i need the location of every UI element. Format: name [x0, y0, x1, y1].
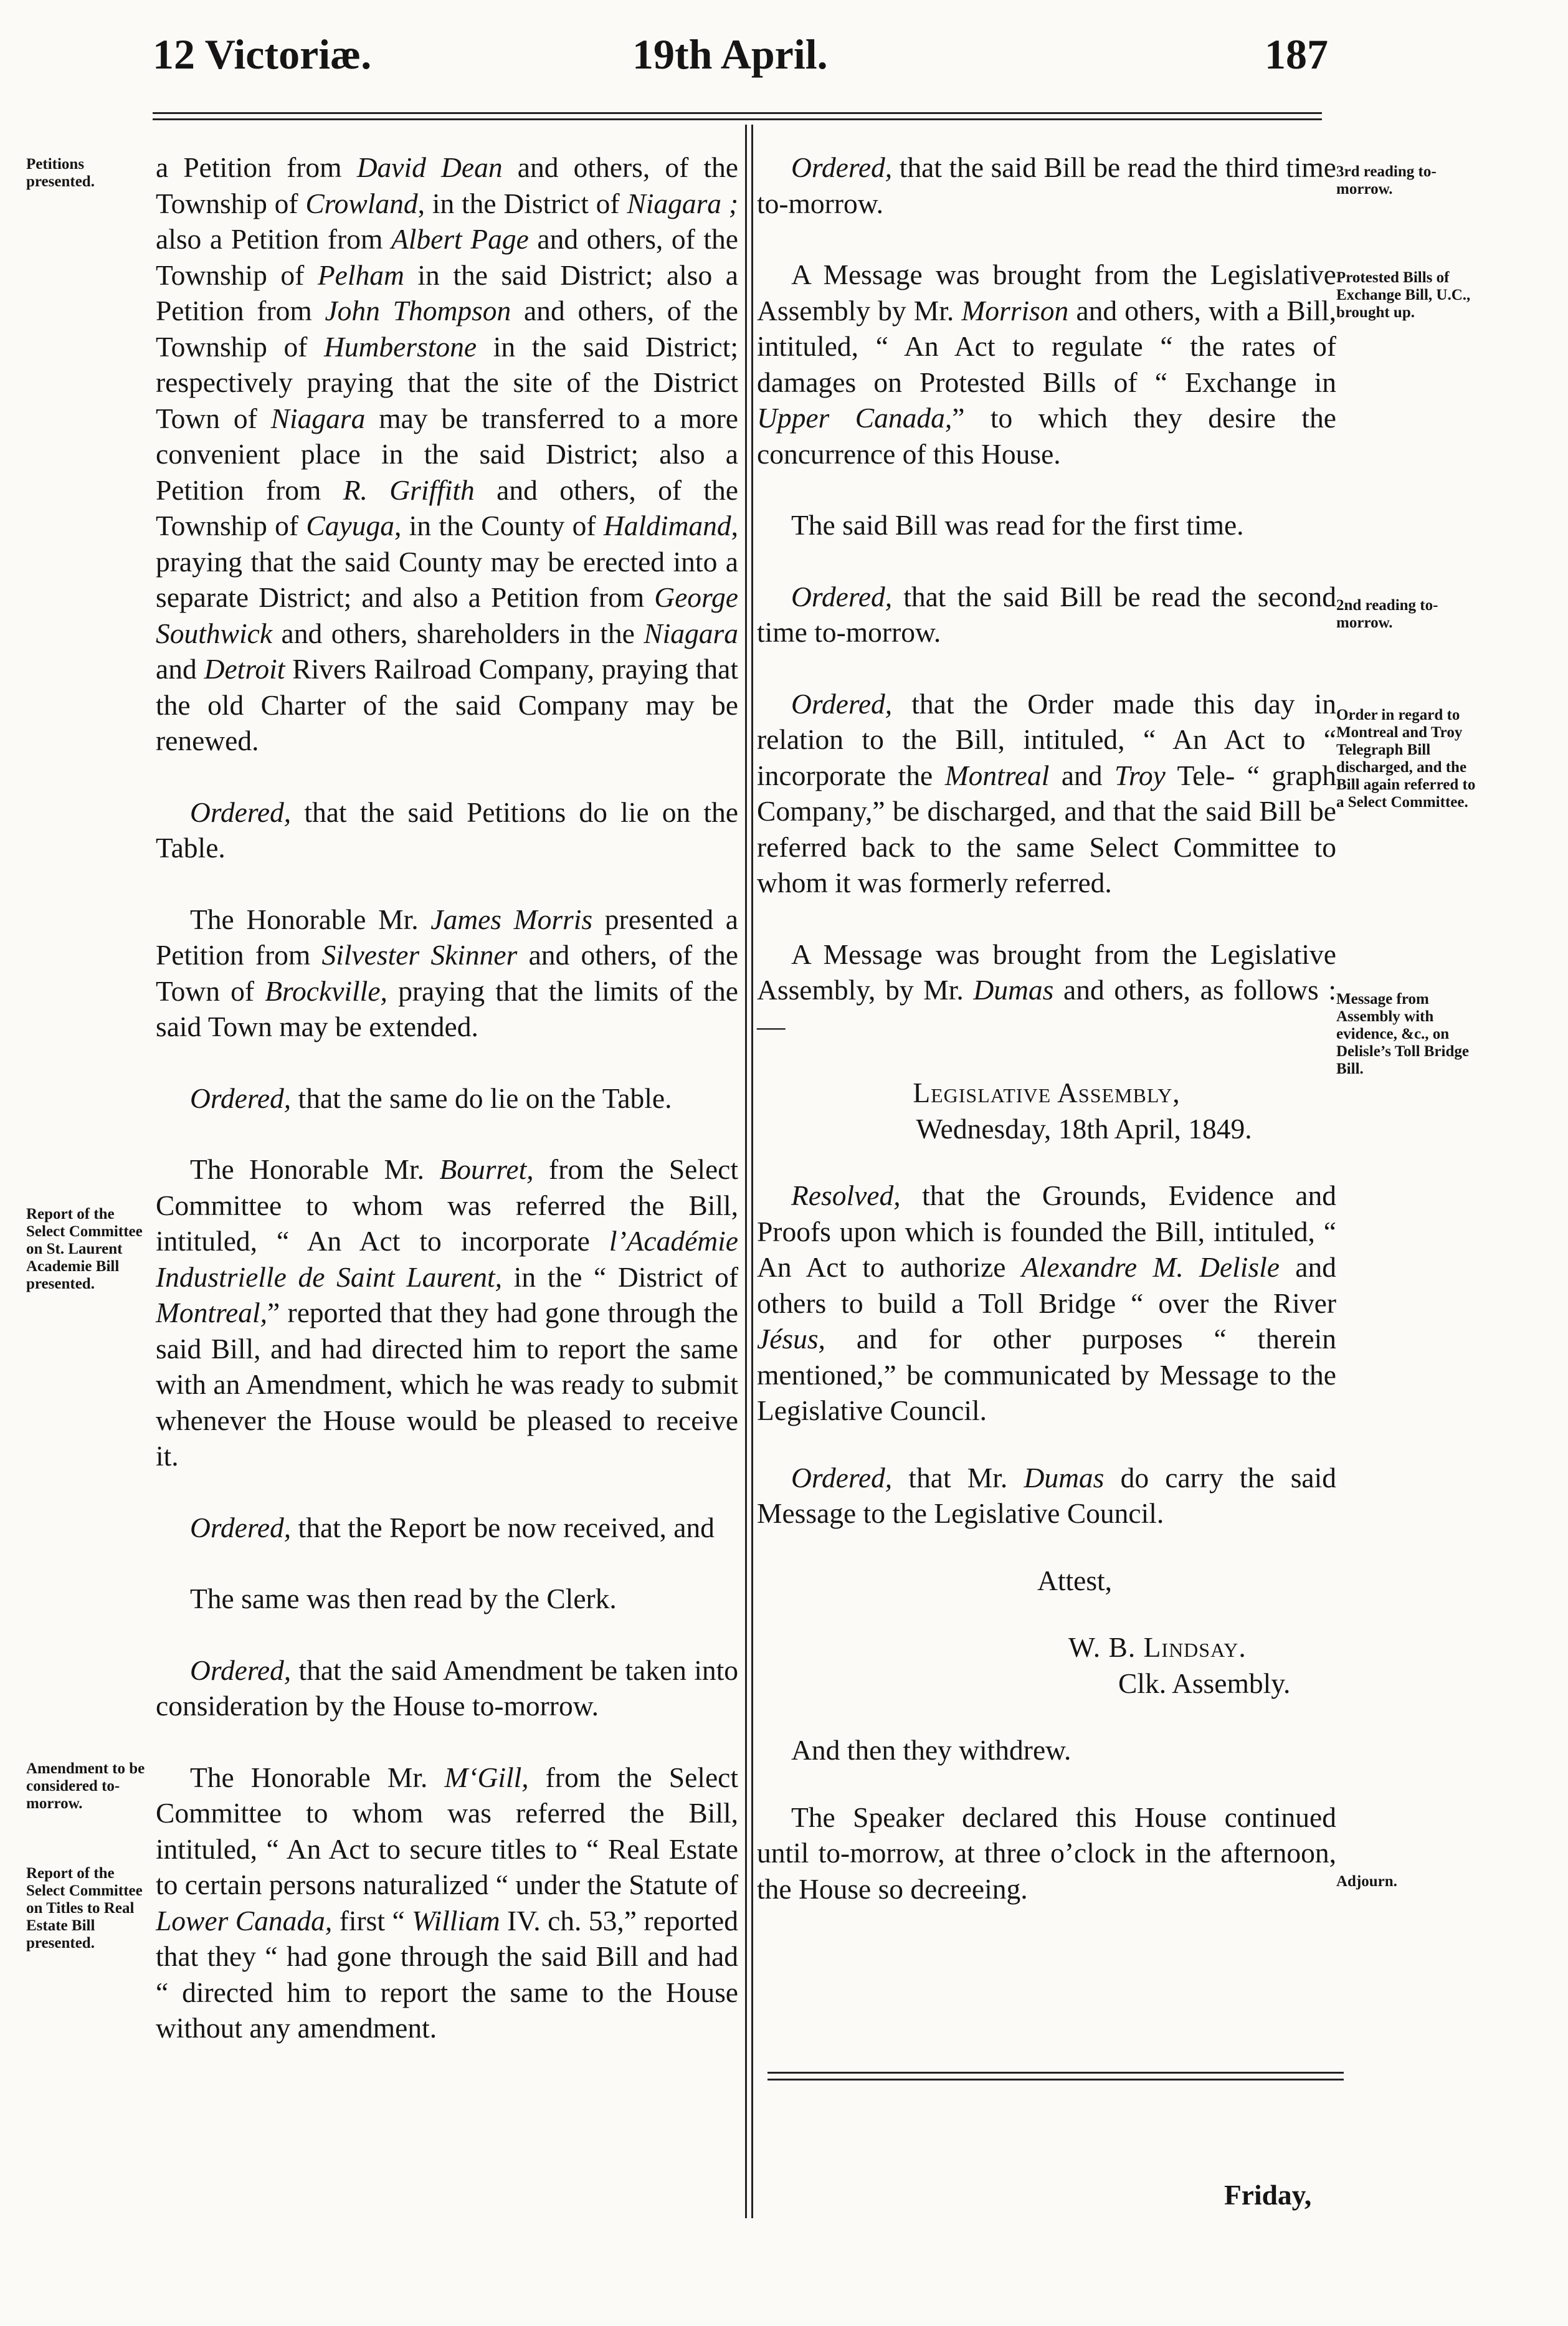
header-rule-bottom: [153, 118, 1322, 120]
assembly-heading: Legislative Assembly,: [913, 1077, 1181, 1108]
right-paragraph-6: A Message was brought from the Legislative Assembly, by Mr. Dumas and others, as follows :—: [757, 938, 1336, 1042]
left-paragraph-1: a Petition from David Dean and others, of the Township of Crowland, in the District of Niagara ; also a Petition from Albert Page and others, of the Township of Pelham in the said District; also a Petition from John Thompson and others, of the Township of Humberstone in the said District; respectively praying that the site of the District Town of Niagara may be transferred to a more convenient place in the said District; also a Petition from R. Griffith and others, of the Township of Cayuga, in the County of Haldimand, praying that the said County may be erected into a separate District; and also a Petition from George Southwick and others, shareholders in the Niagara and Detroit Rivers Railroad Company, praying that the old Charter of the said Company may be renewed.: [156, 151, 739, 756]
left-paragraph-8: Ordered, that the said Amendment be taken into consideration by the House to-morrow.: [156, 1654, 738, 1722]
right-paragraph-7: Resolved, that the Grounds, Evidence and Proofs upon which is founded the Bill, intituled, “ An Act to authorize Alexandre M. Delisle and others to build a Toll Bridge “ over the River Jésus, and for other purposes “ therein mentioned,” be communicated by Message to the Legislative Council.: [757, 1180, 1336, 1426]
left-paragraph-6: Ordered, that the Report be now received, and: [190, 1511, 715, 1543]
left-paragraph-5: The Honorable Mr. Bourret, from the Select Committee to whom was referred the Bill, intituled, “ An Act to incorporate l’Académie Industrielle de Saint Laurent, in the “ District of Montreal,” reported that they had gone through the said Bill, and had directed him to report the same with an Amendment, which he was ready to submit whenever the House would be pleased to receive it.: [156, 1153, 738, 1472]
column-divider-left: [745, 125, 747, 2218]
right-column: [757, 150, 1336, 1907]
attest-line: Attest,: [1037, 1564, 1113, 1596]
margin-note-protested-bills: Protested Bills of Exchange Bill, U.C., brought up.: [1336, 269, 1471, 321]
left-paragraph-2: Ordered, that the said Petitions do lie on the Table.: [156, 796, 738, 864]
right-paragraph-5: Ordered, that the Order made this day in relation to the Bill, intituled, “ An Act to “ incorporate the Montreal and Troy Tele- “ graph Company,” be discharged, and that the said Bill be referred back to the same Select Committee to whom it was formerly referred.: [757, 687, 1336, 898]
right-paragraph-10: The Speaker declared this House continued until to-morrow, at three o’clock in the afternoon, the House so decreeing.: [757, 1801, 1336, 1905]
header-center: 19th April.: [632, 31, 828, 78]
margin-note-third-reading: 3rd reading to-morrow.: [1336, 163, 1437, 198]
right-paragraph-2: A Message was brought from the Legislative Assembly by Mr. Morrison and others, with a Bill, intituled, “ An Act to regulate “ the rates of damages on Protested Bills of “ Exchange in Upper Canada,” to which they desire the concurrence of this House.: [757, 259, 1336, 470]
right-paragraph-1: Ordered, that the said Bill be read the third time to-morrow.: [757, 151, 1336, 219]
margin-note-report-st-laurent: Report of the Select Committee on St. Laurent Academie Bill presented.: [26, 1206, 143, 1292]
left-paragraph-7: The same was then read by the Clerk.: [190, 1583, 617, 1614]
right-paragraph-8: Ordered, that Mr. Dumas do carry the said Message to the Legislative Council.: [757, 1461, 1337, 1529]
column-divider-right: [751, 125, 753, 2218]
left-paragraph-4: Ordered, that the same do lie on the Table.: [190, 1082, 672, 1114]
assembly-date: Wednesday, 18th April, 1849.: [916, 1112, 1252, 1145]
end-rule-top: [767, 2072, 1344, 2074]
left-column: [156, 150, 738, 2046]
header-rule-top: [153, 112, 1322, 114]
signer-name: W. B. Lindsay.: [1068, 1631, 1247, 1663]
right-paragraph-3: The said Bill was read for the first time.: [791, 509, 1244, 541]
left-paragraph-9: The Honorable Mr. M‘Gill, from the Select Committee to whom was referred the Bill, intituled, “ An Act to secure titles to “ Real Estate to certain persons naturalized “ under the Statute of Lower Canada, first “ William IV. ch. 53,” reported that they “ had gone through the said Bill and had “ directed him to report the same to the House without any amendment.: [156, 1761, 738, 2044]
margin-note-message-assembly: Message from Assembly with evidence, &c., on Delisle’s Toll Bridge Bill.: [1336, 991, 1469, 1077]
end-rule-bottom: [767, 2079, 1344, 2081]
margin-note-second-reading: 2nd reading to-morrow.: [1336, 597, 1438, 631]
margin-note-order-telegraph: Order in regard to Montreal and Troy Telegraph Bill discharged, and the Bill again referred to a Select Committee.: [1336, 707, 1476, 811]
left-paragraph-3: The Honorable Mr. James Morris presented a Petition from Silvester Skinner and others, of the Town of Brockville, praying that the limits of the said Town may be extended.: [156, 903, 738, 1042]
signer-title: Clk. Assembly.: [1118, 1667, 1291, 1699]
right-paragraph-4: Ordered, that the said Bill be read the second time to-morrow.: [757, 580, 1336, 648]
header-page-number: 187: [1265, 31, 1328, 78]
margin-note-amendment: Amendment to be considered to-morrow.: [26, 1760, 145, 1812]
header-left: 12 Victoriæ.: [153, 31, 372, 78]
right-paragraph-9: And then they withdrew.: [791, 1734, 1071, 1766]
margin-note-adjourn: Adjourn.: [1336, 1873, 1397, 1890]
footer-catchword: Friday,: [1224, 2179, 1312, 2211]
margin-note-petitions: Petitions presented.: [26, 156, 95, 190]
margin-note-report-titles: Report of the Select Committee on Titles to Real Estate Bill presented.: [26, 1865, 143, 1952]
